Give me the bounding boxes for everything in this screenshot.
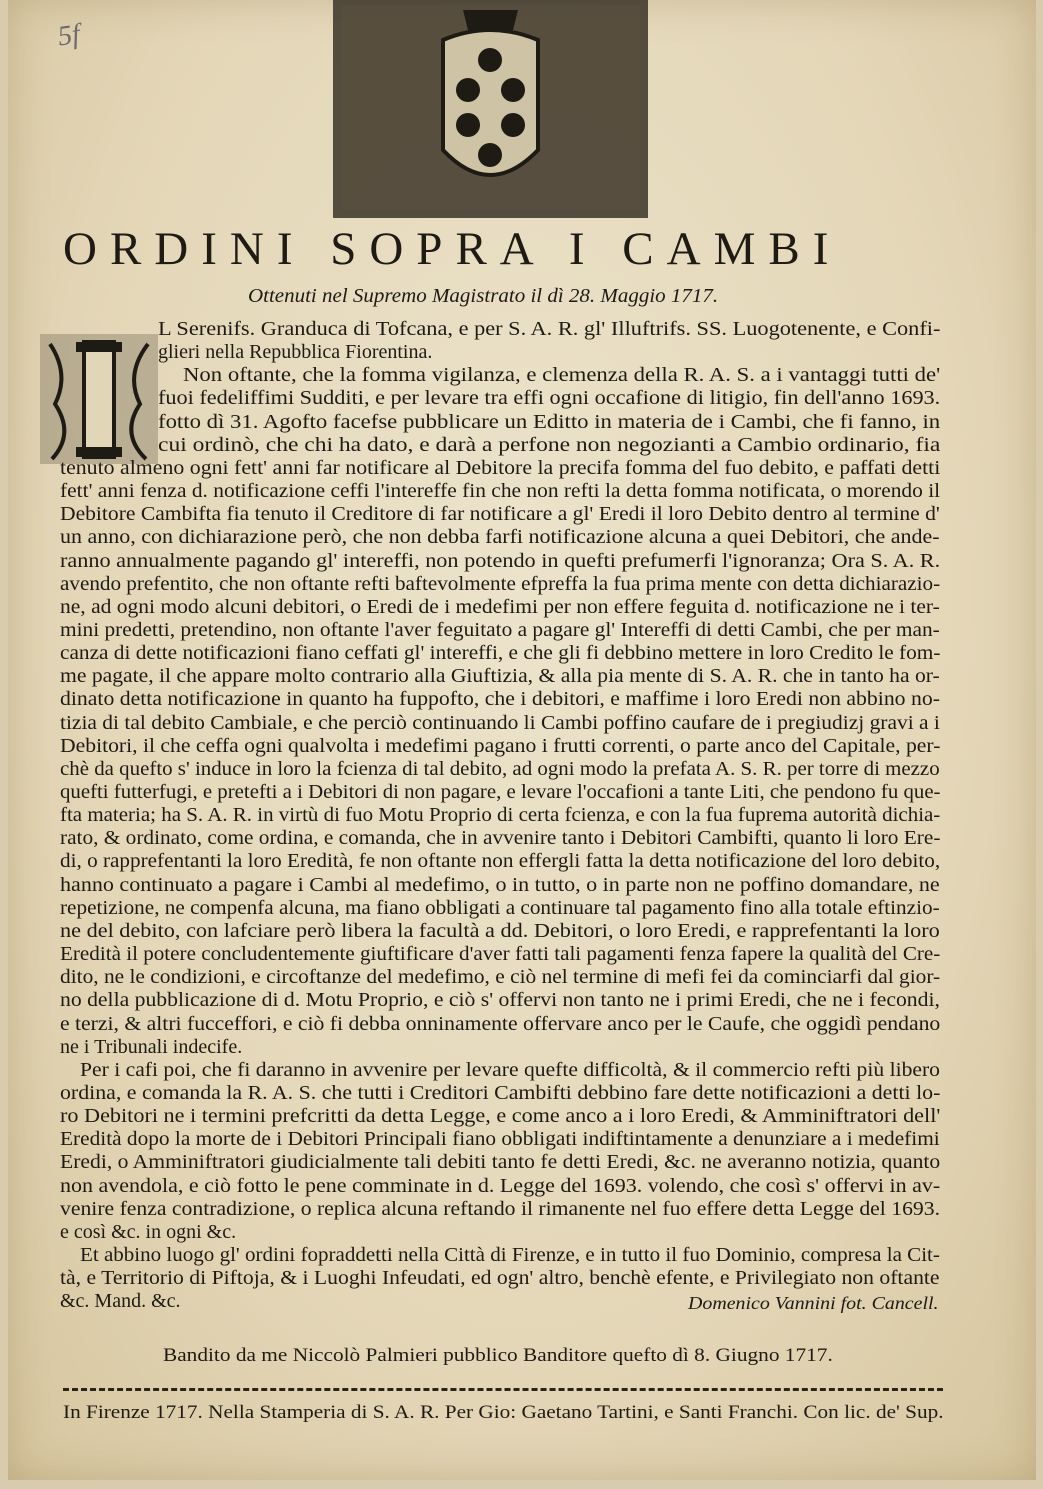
body-line: tenuto almeno ogni fett' anni far notificare al Debitore la precifa fomma del fuo debito, e paffati detti	[60, 456, 941, 479]
body-line: ne, ad ogni modo alcuni debitori, o Eredi de i medefimi per non effere feguita d. notificazione ne i ter-	[60, 595, 940, 618]
body-line: repetizione, ne compenfa alcuna, ma fiano obbligati a continuare tal pagamento fino alla totale eftinzio-	[60, 896, 940, 919]
body-line: ne i Tribunali indecife.	[60, 1035, 243, 1058]
document-title: ORDINI SOPRA I CAMBI	[63, 223, 842, 275]
body-line: ordina, e comanda la R. A. S. che tutti i Creditori Cambifti debbino fare dette notificazioni a detti lo-	[60, 1081, 941, 1104]
body-line: fuoi fedeliffimi Sudditi, e per levare tra effi ogni occafione di litigio, fin dell'anno 1693.	[158, 387, 941, 410]
body-line: fta materia; ha S. A. R. in virtù di fuo Motu Proprio di certa fcienza, e con la fua fuprema autorità dichia-	[60, 804, 941, 827]
body-line: rato, & ordinato, come ordina, e comanda, che in avvenire tanto i Debitori Cambifti, quanto li loro Ere-	[60, 827, 941, 850]
proclamation-line: Bandito da me Niccolò Palmieri pubblico Banditore quefto dì 8. Giugno 1717.	[163, 1345, 833, 1366]
body-line: e così &c. in ogni &c.	[60, 1220, 237, 1243]
body-line: dito, ne le condizioni, e circoftanze del medefimo, e ciò nel termine di mefi fei da cominciarfi dal gior-	[60, 966, 941, 989]
body-line: Non oftante, che la fomma vigilanza, e clemenza della R. A. S. a i vantaggi tutti de'	[183, 364, 941, 387]
body-line: fett' anni fenza d. notificazione ceffi l'intereffe fin che non refti la detta fomma notificata, o morendo il	[60, 480, 941, 503]
body-line: cui ordinò, che chi ha dato, e darà a perfone non negozianti a Cambio ordinario, fia	[158, 433, 941, 456]
body-line: ranno annualmente pagando gl' intereffi, non potendo in quefti prefumerfi l'ignoranza; Ora S. A. R.	[60, 549, 941, 572]
medici-coat-of-arms-woodcut	[333, 0, 648, 218]
body-line: Eredità dopo la morte de i Debitori Principali fiano obbligati indiftintamente a denunziare a i medefimi	[60, 1128, 940, 1151]
margin-note: 5f	[55, 18, 82, 53]
body-line: me pagate, il che appare molto contrario alla Giuftizia, & alla pia mente di S. A. R. che in tanto ha or-	[60, 665, 940, 688]
body-line: ne del debito, con lafciare però libera la facultà a dd. Debitori, o loro Eredi, e rapprefentanti la loro	[60, 919, 940, 942]
body-line: Et abbino luogo gl' ordini fopraddetti nella Città di Firenze, e in tutto il fuo Dominio, compresa la Cit-	[80, 1244, 940, 1266]
body-line: Debitore Cambifta fia tenuto il Creditore di far notificare a gl' Eredi il loro Debito dentro al termine d'	[60, 503, 940, 526]
body-line: avendo prefentito, che non oftante refti baftevolmente efpreffa la fua prima mente con detta dichiarazio-	[60, 572, 941, 595]
body-line: di, o rapprefentanti la loro Eredità, fe non oftante non effergli fatta la detta notificazione del loro debito,	[60, 850, 941, 873]
decorated-initial-i	[40, 334, 158, 464]
body-line: L Serenifs. Granduca di Tofcana, e per S. A. R. gl' Illuftrifs. SS. Luogotenente, e Confi-	[158, 318, 941, 340]
body-line: venire fenza contradizione, o replica alcuna reftando il rimanente nel fuo effere detta Legge del 1693.	[60, 1197, 941, 1220]
body-line: glieri nella Repubblica Fiorentina.	[158, 341, 433, 364]
body-line: Debitori, il che ceffa ogni qualvolta i medefimi pagano i frutti correnti, o parte anco del Capitale, per-	[60, 734, 941, 757]
signature: Domenico Vannini fot. Cancell.	[688, 1293, 939, 1313]
body-line: Eredi, o Amminiftratori giudicialmente tali debiti tanto fe detti Eredi, &c. ne averanno notizia, quanto	[60, 1151, 941, 1174]
body-line: un anno, con dichiarazione però, che non debba farfi notificazione alcuna a quei Debitori, che ande-	[60, 526, 940, 549]
body-line: canza di dette notificazioni fiano ceffati gl' intereffi, e che gli fi debbino mettere in loro Credito le fom-	[60, 642, 941, 665]
body-line: ro Debitori ne i termini prefcritti da detta Legge, e come anco a i loro Eredi, & Amminiftratori dell'	[60, 1105, 941, 1128]
body-line: &c. Mand. &c.	[60, 1290, 181, 1313]
body-line: fotto dì 31. Agofto facefse pubblicare un Editto in materia de i Cambi, che fi fanno, in	[158, 410, 941, 433]
divider-rule	[63, 1388, 943, 1391]
body-line: Per i cafi poi, che fi daranno in avvenire per levare quefte difficoltà, & il commercio refti più libero	[80, 1058, 940, 1081]
body-line: chè da quefto s' induce in loro la fcienza di tal debito, ad ogni modo la prefata A. S. R. per torre di mezzo	[60, 757, 940, 780]
body-line: quefti futterfugi, e pretefti a i Debitori di non pagare, e levare l'occafioni a tante Liti, che pendono fu que-	[60, 781, 941, 803]
body-line: tà, e Territorio di Piftoja, & i Luoghi Infeudati, ed ogn' altro, benchè efente, e Privilegiato non oftante	[60, 1267, 940, 1290]
body-line: hanno continuato a pagare i Cambi al medefimo, o in tutto, o in parte non ne poffino domandare, ne	[60, 873, 940, 896]
body-line: dinato detta notificazione in quanto ha fuppofto, che i debitori, e maffime i loro Eredi non abbino no-	[60, 688, 940, 711]
document-sheet	[8, 0, 1036, 1480]
body-line: no della pubblicazione di d. Motu Proprio, e ciò s' offervi non tanto ne i primi Eredi, che ne i fecondi,	[60, 989, 940, 1012]
body-line: tizia di tal debito Cambiale, e che perciò continuando li Cambi poffino caufare de i pregiudizj gravi a i	[60, 711, 940, 734]
body-line: Eredità il potere concludentemente giuftificare d'aver fatti tali pagamenti fenza fapere la qualità del Cre-	[60, 943, 941, 966]
body-line: e terzi, & altri fucceffori, e ciò fi debba onninamente offervare anco per le Caufe, che oggidì pendano	[60, 1012, 941, 1035]
body-line: mini predetti, pretendino, non oftante l'aver feguitato a pagare gl' Intereffi di detti Cambi, che per man-	[60, 618, 940, 641]
body-line: non avendola, e ciò fotto le pene comminate in d. Legge del 1693. volendo, che così s' offervi in av-	[60, 1174, 941, 1197]
document-subtitle: Ottenuti nel Supremo Magistrato il dì 28. Maggio 1717.	[248, 285, 719, 307]
printer-imprint: In Firenze 1717. Nella Stamperia di S. A. R. Per Gio: Gaetano Tartini, e Santi Franchi. Con lic. de' Sup.	[63, 1402, 944, 1423]
